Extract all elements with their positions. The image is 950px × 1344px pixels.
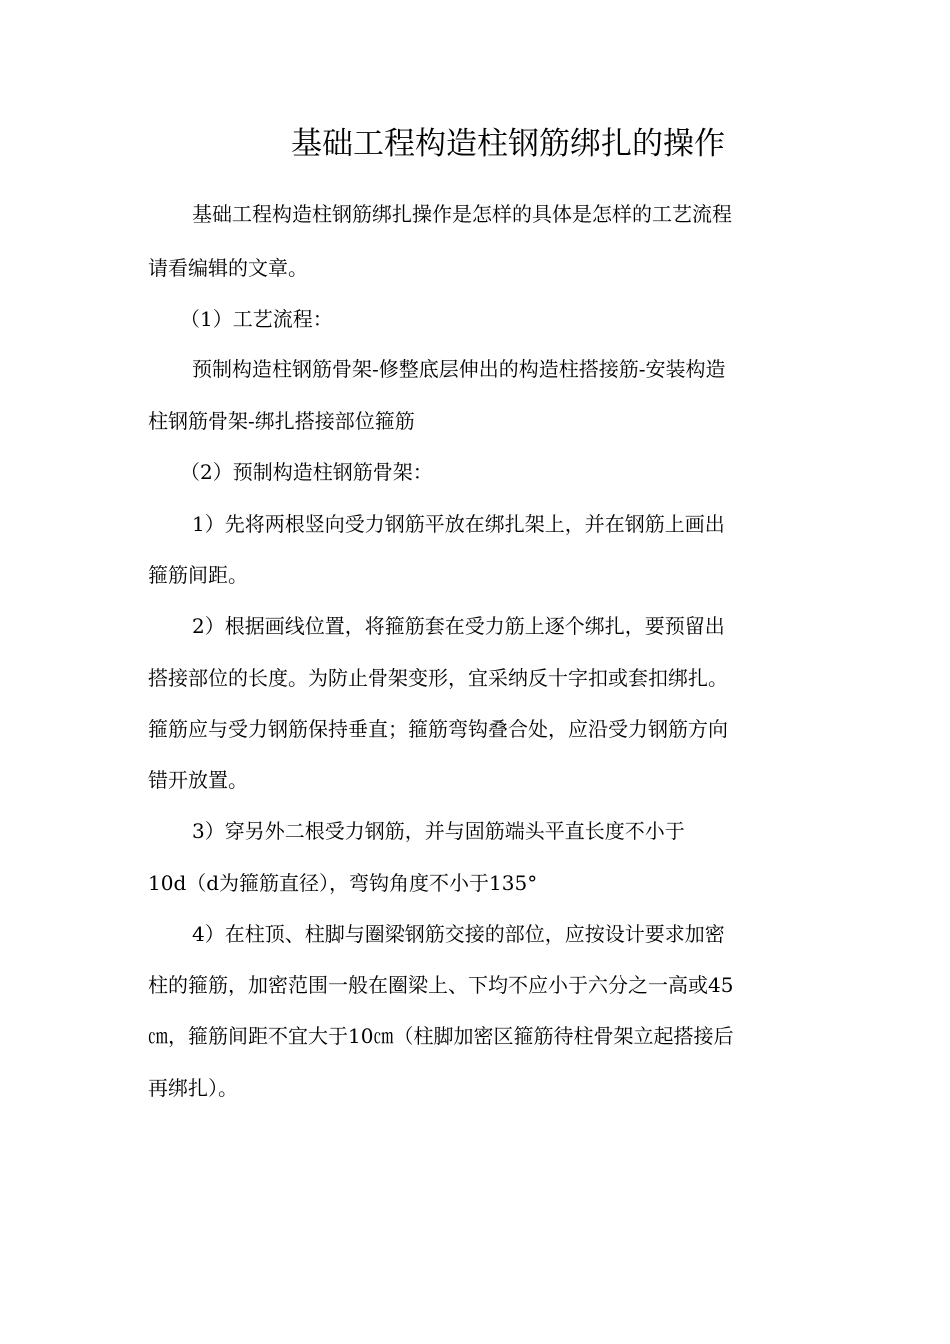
paragraph-intro-line-1: 基础工程构造柱钢筋绑扎操作是怎样的具体是怎样的工艺流程 (192, 202, 732, 226)
heading-process-flow: （1）工艺流程： (180, 307, 333, 331)
document-title: 基础工程构造柱钢筋绑扎的操作 (291, 126, 725, 162)
step-2-line-3: 箍筋应与受力钢筋保持垂直；箍筋弯钩叠合处，应沿受力钢筋方向 (148, 717, 728, 741)
step-4-line-1: 4）在柱顶、柱脚与圈梁钢筋交接的部位，应按设计要求加密 (192, 922, 725, 946)
step-3-line-2: 10d（d为箍筋直径），弯钩角度不小于135° (148, 871, 538, 895)
step-4-line-2: 柱的箍筋，加密范围一般在圈梁上、下均不应小于六分之一高或45 (148, 973, 734, 997)
paragraph-flow-line-2: 柱钢筋骨架-绑扎搭接部位箍筋 (148, 409, 415, 433)
step-3-line-1: 3）穿另外二根受力钢筋，并与固筋端头平直长度不小于 (192, 819, 685, 843)
step-4-line-4: 再绑扎）。 (148, 1076, 238, 1100)
heading-prefabricate-cage: （2）预制构造柱钢筋骨架： (180, 460, 433, 484)
step-2-line-1: 2）根据画线位置，将箍筋套在受力筋上逐个绑扎，要预留出 (192, 614, 725, 638)
step-1-line-1: 1）先将两根竖向受力钢筋平放在绑扎架上，并在钢筋上画出 (192, 512, 725, 536)
step-2-line-4: 错开放置。 (148, 768, 248, 792)
step-2-line-2: 搭接部位的长度。为防止骨架变形，宜采纳反十字扣或套扣绑扎。 (148, 666, 728, 690)
paragraph-intro-line-2: 请看编辑的文章。 (148, 256, 308, 280)
step-4-line-3: ㎝，箍筋间距不宜大于10㎝（柱脚加密区箍筋待柱骨架立起搭接后 (148, 1024, 734, 1048)
paragraph-flow-line-1: 预制构造柱钢筋骨架-修整底层伸出的构造柱搭接筋-安装构造 (192, 357, 726, 381)
step-1-line-2: 箍筋间距。 (148, 563, 248, 587)
